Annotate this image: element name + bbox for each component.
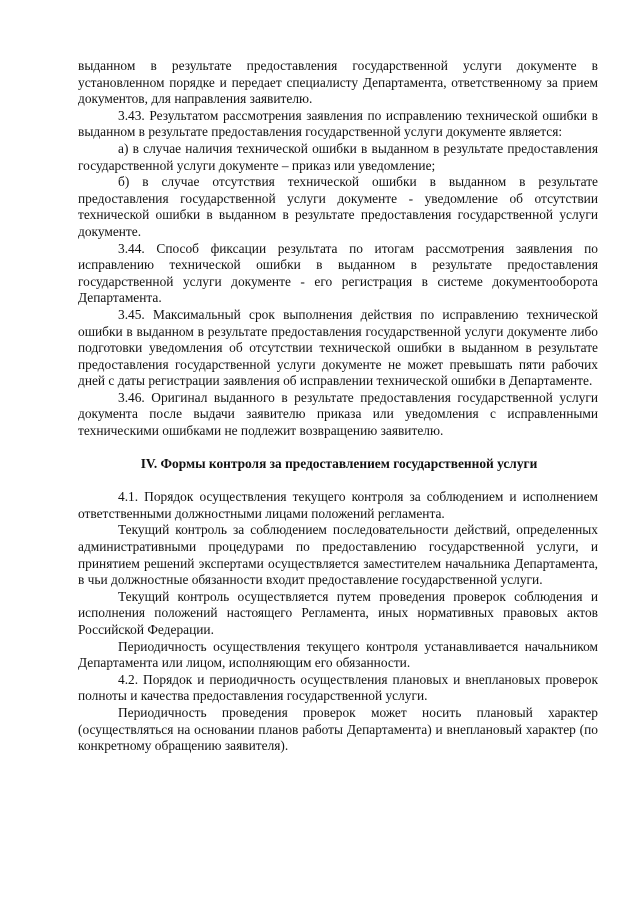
paragraph-control-checks: Текущий контроль осуществляется путем проведения проверок соблюдения и исполнения положений настоящего Регламента, иных нормативных правовых актов Российской Федерации. bbox=[78, 588, 598, 637]
paragraph-4-1: 4.1. Порядок осуществления текущего контроля за соблюдением и исполнением ответственными должностными лицами положений регламента. bbox=[78, 489, 598, 521]
paragraph-current-control: Текущий контроль за соблюдением последовательности действий, определенных административными процедурами по предоставлению государственной услуги, и принятием решений экспертами осуществляется заместителем начальника Департамента, в чьи должностные обязанности входит предоставление государственной услуги. bbox=[78, 522, 598, 588]
paragraph-control-frequency: Периодичность осуществления текущего контроля устанавливается начальником Департамента или лицом, исполняющим его обязанности. bbox=[78, 638, 598, 671]
document-page bbox=[78, 58, 598, 755]
section-heading: IV. Формы контроля за предоставлением государственной услуги bbox=[140, 455, 538, 471]
paragraph-3-44: 3.44. Способ фиксации результата по итогам рассмотрения заявления по исправлению технической ошибки в выданном в результате предоставления государственной услуги документе - его регистрация в системе документооборота Департамента. bbox=[78, 240, 598, 306]
paragraph-3-46: 3.46. Оригинал выданного в результате предоставления государственной услуги документа после выдачи заявителю приказа или уведомления с исправленными техническими ошибками не подлежит возвращению заявителю. bbox=[78, 389, 598, 439]
paragraph-3-43: 3.43. Результатом рассмотрения заявления по исправлению технической ошибки в выданном в результате предоставления государственной услуги документе является: bbox=[78, 107, 598, 140]
paragraph-3-43-b: б) в случае отсутствия технической ошибки в выданном в результате предоставления государственной услуги документе - уведомление об отсутствии технической ошибки в выданном в результате предоставления государственной услуги документе. bbox=[78, 174, 598, 239]
paragraph-3-43-a: а) в случае наличия технической ошибки в выданном в результате предоставления государственной услуги документе – приказ или уведомление; bbox=[78, 140, 598, 173]
paragraph-3-45: 3.45. Максимальный срок выполнения действия по исправлению технической ошибки в выданном в результате предоставления государственной услуги документе либо подготовки уведомления об отсутствии технической ошибки в выданном в результате предоставления государственной услуги документе не может превышать пяти рабочих дней с даты регистрации заявления об исправлении технической ошибки в Департаменте. bbox=[78, 306, 598, 389]
paragraph-4-2: 4.2. Порядок и периодичность осуществления плановых и внеплановых проверок полноты и качества предоставления государственной услуги. bbox=[78, 671, 598, 704]
paragraph-inspection-frequency: Периодичность проведения проверок может носить плановый характер (осуществляться на основании планов работы Департамента) и внеплановый характер (по конкретному обращению заявителя). bbox=[78, 704, 598, 754]
paragraph-continuation: выданном в результате предоставления государственной услуги документе в установленном порядке и передает специалисту Департамента, ответственному за прием документов, для направления заявителю. bbox=[78, 58, 598, 107]
